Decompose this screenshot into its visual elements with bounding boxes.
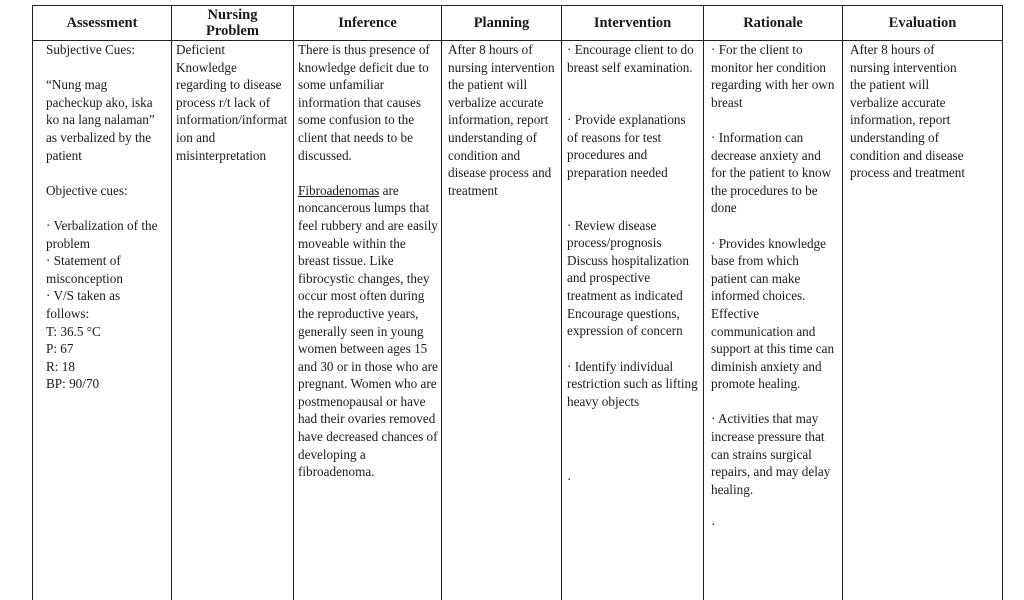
header-intervention: Intervention (593, 15, 672, 31)
subjective-label: Subjective Cues: (46, 42, 136, 57)
table-border-left (32, 5, 33, 600)
table-border-right (1002, 5, 1003, 600)
vital-blood-pressure: BP: 90/70 (46, 376, 100, 392)
column-divider (561, 5, 562, 600)
evaluation-text: After 8 hours of nursing intervention the patient will verbalize accurate information, report understanding of condition and disease process and treatment (850, 42, 965, 181)
intervention-item: · Encourage client to do breast self examination. (567, 42, 694, 75)
objective-cue: · V/S taken as follows: (46, 288, 121, 321)
header-planning: Planning (473, 15, 530, 31)
rationale-item: · Activities that may increase pressure that can strains surgical repairs, and may delay healing. (711, 411, 831, 497)
intervention-item: · Review disease process/prognosis Discuss hospitalization and prospective treatment as indicated Encourage questions, expression of concern (567, 217, 689, 339)
objective-label: Objective cues: (46, 182, 128, 198)
planning-text: After 8 hours of nursing intervention the patient will verbalize accurate information, report understanding of condition and disease process and treatment (448, 42, 555, 198)
column-divider (441, 5, 442, 600)
column-divider (842, 5, 843, 600)
intervention-item: · Provide explanations of reasons for test procedures and preparation needed (567, 112, 686, 180)
cell-assessment (46, 41, 158, 393)
cell-planning (448, 41, 558, 199)
column-divider (171, 5, 172, 600)
rationale-item: · (711, 517, 716, 533)
header-nursing-problem: Nursing Problem (206, 7, 259, 39)
cell-intervention (567, 41, 699, 488)
vital-temperature: T: 36.5 °C (46, 323, 101, 339)
column-divider (703, 5, 704, 600)
inference-detail: are noncancerous lumps that feel rubbery and are easily moveable within the breast tissue. Like fibrocystic changes, they occur most often during the reproductive years, generally seen in young women between ages 15 and 30 or in those who are pregnant. Women who are postmenopausal or have had their ovaries removed have decreased chances of developing a fibroadenoma. (298, 182, 438, 480)
header-rationale: Rationale (743, 15, 803, 31)
cell-inference (298, 41, 438, 481)
header-inference: Inference (338, 15, 397, 31)
rationale-item: · Provides knowledge base from which patient can make informed choices. Effective communication and support at this time can diminish anxiety and promote healing. (711, 235, 835, 392)
intervention-item: · Identify individual restriction such as lifting heavy objects (567, 358, 698, 409)
header-assessment: Assessment (66, 15, 138, 31)
inference-paragraph: There is thus presence of knowledge deficit due to some unfamiliar information that causes some confusion to the client that needs to be discussed. (298, 42, 430, 163)
patient-quote: “Nung mag pacheckup ako, iska ko na lang nalaman” as verbalized by the patient (46, 77, 155, 163)
nursing-problem-text: Deficient Knowledge regarding to disease process r/t lack of information/information and misinterpretation (176, 42, 288, 163)
intervention-item: · (567, 471, 572, 487)
cell-evaluation (850, 41, 965, 182)
objective-cue: · Verbalization of the problem (46, 217, 158, 251)
objective-cue: · Statement of misconception (46, 253, 123, 286)
header-evaluation: Evaluation (888, 15, 957, 31)
vital-respiration: R: 18 (46, 358, 75, 374)
vital-pulse: P: 67 (46, 341, 74, 357)
rationale-item: · Information can decrease anxiety and for the patient to know the procedures to be done (711, 129, 832, 216)
inference-term: Fibroadenomas (298, 182, 380, 198)
rationale-item: · For the client to monitor her condition regarding with her own breast (711, 42, 835, 110)
inference-paragraph (298, 182, 438, 481)
cell-nursing-problem (176, 41, 288, 164)
cell-rationale (711, 41, 837, 534)
column-divider (293, 5, 294, 600)
